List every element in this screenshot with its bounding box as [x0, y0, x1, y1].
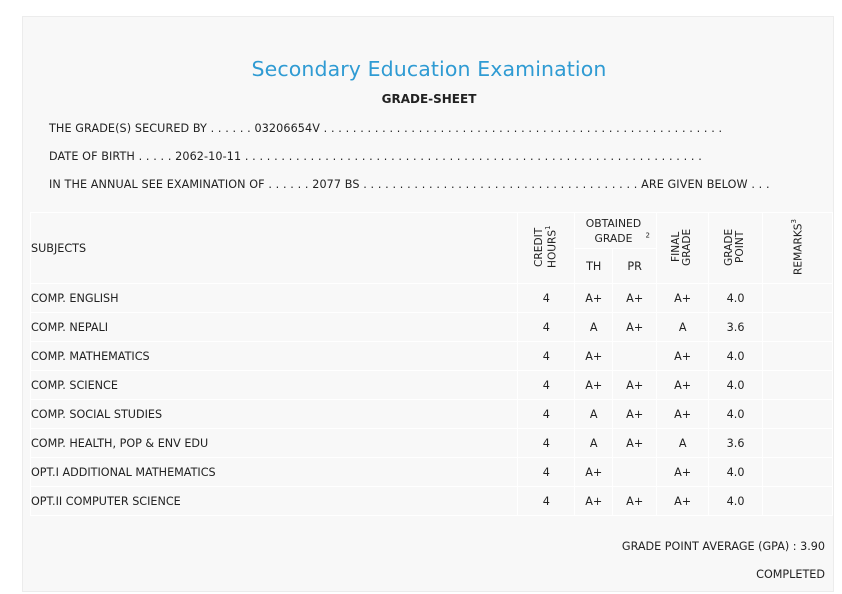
practical-grade-cell	[613, 458, 657, 487]
table-row	[31, 313, 833, 342]
remarks-cell	[763, 429, 833, 458]
grade-point-cell: 4.0	[709, 458, 763, 487]
credit-hours-cell: 4	[518, 371, 575, 400]
grade-point-header	[709, 213, 763, 284]
credit-hours-cell: 4	[518, 342, 575, 371]
practical-grade-cell: A+	[613, 487, 657, 516]
result-status: COMPLETED	[756, 568, 825, 581]
practical-grade-cell: A+	[613, 400, 657, 429]
exam-title: Secondary Education Examination	[251, 57, 607, 81]
final-grade-cell: A+	[657, 342, 709, 371]
theory-header: TH	[575, 249, 613, 284]
remarks-cell	[763, 342, 833, 371]
remarks-cell	[763, 371, 833, 400]
grade-point-cell: 4.0	[709, 284, 763, 313]
theory-grade-cell: A	[575, 400, 613, 429]
remarks-cell	[763, 400, 833, 429]
table-row	[31, 400, 833, 429]
subject-cell: OPT.II COMPUTER SCIENCE	[31, 487, 518, 516]
grade-point-cell: 4.0	[709, 371, 763, 400]
remarks-header	[763, 213, 833, 284]
practical-header: PR	[613, 249, 657, 284]
theory-grade-cell: A+	[575, 342, 613, 371]
final-grade-header	[657, 213, 709, 284]
practical-grade-cell: A+	[613, 284, 657, 313]
credit-hours-label: CREDIT HOURS	[532, 226, 559, 268]
final-grade-cell: A	[657, 313, 709, 342]
grade-point-label: GRADE POINT	[722, 227, 746, 266]
credit-hours-cell: 4	[518, 429, 575, 458]
final-grade-cell: A+	[657, 400, 709, 429]
subject-cell: COMP. SCIENCE	[31, 371, 518, 400]
subject-cell: COMP. ENGLISH	[31, 284, 518, 313]
subject-cell: COMP. SOCIAL STUDIES	[31, 400, 518, 429]
secured-by-line: THE GRADE(S) SECURED BY . . . . . . 03206654V . . . . . . . . . . . . . . . . . . . . . . . . . . . . . . . . . . . . . . . . . . . . . . . . . . . . . . .	[49, 122, 723, 135]
credit-hours-cell: 4	[518, 284, 575, 313]
table-header-row	[31, 213, 833, 249]
grade-sheet-heading: GRADE-SHEET	[381, 92, 477, 106]
practical-grade-cell: A+	[613, 429, 657, 458]
theory-grade-cell: A	[575, 429, 613, 458]
subjects-header: SUBJECTS	[31, 213, 518, 284]
grade-sheet	[22, 16, 834, 592]
remarks-cell	[763, 284, 833, 313]
final-grade-cell: A	[657, 429, 709, 458]
subject-cell: COMP. HEALTH, POP & ENV EDU	[31, 429, 518, 458]
practical-grade-cell: A+	[613, 371, 657, 400]
credit-hours-header	[518, 213, 575, 284]
grade-point-cell: 4.0	[709, 487, 763, 516]
obtained-grade-label: OBTAINED GRADE	[585, 216, 642, 245]
remarks-cell	[763, 313, 833, 342]
final-grade-cell: A+	[657, 371, 709, 400]
theory-grade-cell: A	[575, 313, 613, 342]
table-row	[31, 429, 833, 458]
grade-point-cell: 4.0	[709, 342, 763, 371]
remarks-cell	[763, 487, 833, 516]
subject-cell: COMP. MATHEMATICS	[31, 342, 518, 371]
subject-cell: COMP. NEPALI	[31, 313, 518, 342]
credit-hours-cell: 4	[518, 458, 575, 487]
practical-grade-cell: A+	[613, 313, 657, 342]
obtained-grade-header	[575, 213, 657, 249]
credit-hours-cell: 4	[518, 313, 575, 342]
practical-grade-cell	[613, 342, 657, 371]
remarks-cell	[763, 458, 833, 487]
table-row	[31, 284, 833, 313]
table-row	[31, 342, 833, 371]
theory-grade-cell: A+	[575, 458, 613, 487]
date-of-birth-line: DATE OF BIRTH . . . . . 2062-10-11 . . . . . . . . . . . . . . . . . . . . . . . . . . . . . . . . . . . . . . . . . . . . . . . . . . . . . . . . . . . . . . .	[49, 150, 702, 163]
final-grade-cell: A+	[657, 284, 709, 313]
theory-grade-cell: A+	[575, 371, 613, 400]
grade-point-cell: 3.6	[709, 429, 763, 458]
grades-table	[30, 212, 833, 516]
table-row	[31, 371, 833, 400]
theory-grade-cell: A+	[575, 284, 613, 313]
final-grade-cell: A+	[657, 458, 709, 487]
credit-hours-cell: 4	[518, 487, 575, 516]
grade-point-cell: 4.0	[709, 400, 763, 429]
remarks-footnote: 3	[789, 219, 798, 224]
grade-point-cell: 3.6	[709, 313, 763, 342]
credit-hours-footnote: 1	[543, 225, 552, 230]
credit-hours-cell: 4	[518, 400, 575, 429]
remarks-label: REMARKS	[792, 223, 805, 275]
exam-line: IN THE ANNUAL SEE EXAMINATION OF . . . . . . 2077 BS . . . . . . . . . . . . . . . . . . . . . . . . . . . . . . . . . . . . . . ARE GIVEN BELOW . . .	[49, 178, 770, 191]
gpa-summary: GRADE POINT AVERAGE (GPA) : 3.90	[621, 540, 825, 553]
final-grade-label: FINAL GRADE	[669, 227, 693, 266]
final-grade-cell: A+	[657, 487, 709, 516]
table-row	[31, 487, 833, 516]
subject-cell: OPT.I ADDITIONAL MATHEMATICS	[31, 458, 518, 487]
theory-grade-cell: A+	[575, 487, 613, 516]
table-row	[31, 458, 833, 487]
obtained-grade-footnote: 2	[645, 230, 650, 239]
